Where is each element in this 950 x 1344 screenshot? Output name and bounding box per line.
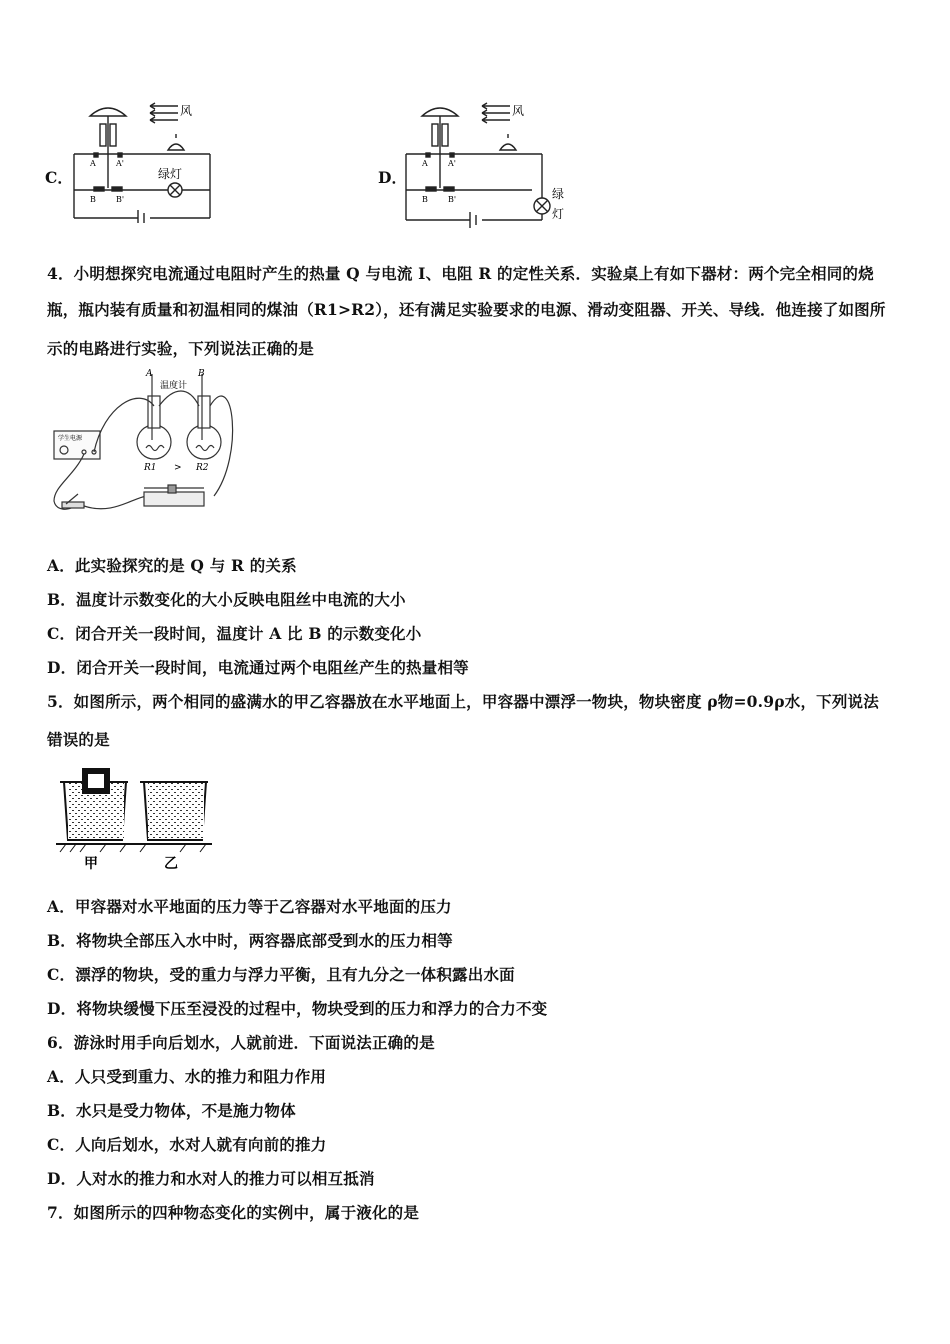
q6-option-a: A．人只受到重力、水的推力和阻力作用 xyxy=(47,1067,327,1086)
green-label-d: 绿 xyxy=(552,187,565,201)
greater-than-label: > xyxy=(174,463,182,473)
r2-label: R2 xyxy=(196,463,209,473)
q4-experiment-figure xyxy=(44,366,244,531)
contact-a2-label: A' xyxy=(116,159,124,168)
q4-option-a: A．此实验探究的是 Q 与 R 的关系 xyxy=(47,556,297,575)
circuit-figure-c xyxy=(70,98,215,223)
q5-stem-line2: 错误的是 xyxy=(47,730,110,749)
thermometer-a-label: A xyxy=(146,369,153,379)
option-d-label: D． xyxy=(378,168,407,187)
q4-stem-line1: 4．小明想探究电流通过电阻时产生的热量 Q 与电流 I、电阻 R 的定性关系．实验桌上有如下器材：两个完全相同的烧 xyxy=(47,264,874,283)
q5-option-a: A．甲容器对水平地面的压力等于乙容器对水平地面的压力 xyxy=(47,897,452,916)
q6-option-c: C．人向后划水，水对人就有向前的推力 xyxy=(47,1135,327,1154)
contact-b-label-d: B xyxy=(422,195,428,204)
contact-a-label: A xyxy=(90,159,96,168)
power-supply-label: 学生电源 xyxy=(58,435,83,442)
q6-stem: 6．游泳时用手向后划水，人就前进．下面说法正确的是 xyxy=(47,1033,435,1052)
thermometer-label: 温度计 xyxy=(160,381,188,391)
q7-stem: 7．如图所示的四种物态变化的实例中，属于液化的是 xyxy=(47,1203,420,1222)
q5-option-d: D．将物块缓慢下压至浸没的过程中，物块受到的压力和浮力的合力不变 xyxy=(47,999,548,1018)
q4-stem-line3: 示的电路进行实验，下列说法正确的是 xyxy=(47,339,314,358)
light-label-d: 灯 xyxy=(552,207,565,221)
r1-label: R1 xyxy=(144,463,157,473)
q5-stem-line1: 5．如图所示，两个相同的盛满水的甲乙容器放在水平地面上，甲容器中漂浮一物块，物块密度 ρ物=0.9ρ水，下列说法 xyxy=(47,692,879,711)
q4-stem-line2: 瓶，瓶内装有质量和初温相同的煤油（R1>R2），还有满足实验要求的电源、滑动变阻器、开关、导线．他连接了如图所 xyxy=(47,300,886,319)
wind-label-d: 风 xyxy=(512,104,525,118)
contact-b2-label: B' xyxy=(116,195,125,204)
contact-b-label: B xyxy=(90,195,96,204)
option-c-label: C． xyxy=(45,168,73,187)
q4-option-b: B．温度计示数变化的大小反映电阻丝中电流的大小 xyxy=(47,590,406,609)
q6-option-d: D．人对水的推力和水对人的推力可以相互抵消 xyxy=(47,1169,375,1188)
circuit-figure-d xyxy=(402,98,572,228)
container-yi-label: 乙 xyxy=(164,856,178,872)
wind-label: 风 xyxy=(180,104,193,118)
thermometer-b-label: B xyxy=(198,369,205,379)
q5-option-b: B．将物块全部压入水中时，两容器底部受到水的压力相等 xyxy=(47,931,453,950)
q5-option-c: C．漂浮的物块，受的重力与浮力平衡，且有九分之一体积露出水面 xyxy=(47,965,515,984)
green-light-label: 绿灯 xyxy=(158,167,183,181)
q4-option-d: D．闭合开关一段时间，电流通过两个电阻丝产生的热量相等 xyxy=(47,658,469,677)
q6-option-b: B．水只是受力物体，不是施力物体 xyxy=(47,1101,296,1120)
contact-a-label-d: A xyxy=(422,159,428,168)
contact-a2-label-d: A' xyxy=(448,159,456,168)
contact-b2-label-d: B' xyxy=(448,195,457,204)
q5-containers-figure xyxy=(56,764,216,874)
container-jia-label: 甲 xyxy=(84,856,98,872)
q4-option-c: C．闭合开关一段时间，温度计 A 比 B 的示数变化小 xyxy=(47,624,422,643)
